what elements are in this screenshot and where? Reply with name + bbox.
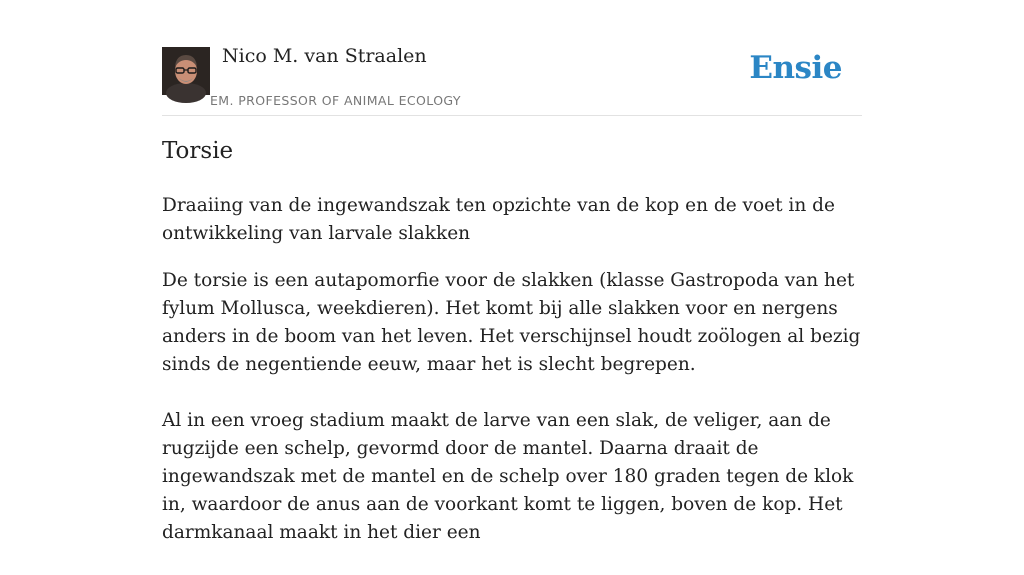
author-avatar[interactable] — [162, 47, 210, 95]
author-header — [162, 0, 862, 116]
ensie-logo[interactable]: Ensie — [749, 50, 842, 86]
author-name[interactable]: Nico M. van Straalen — [222, 45, 427, 67]
entry-definition: Draaiing van de ingewandszak ten opzichte van de kop en de voet in de ontwikkeling van larvale slakken — [162, 195, 835, 244]
entry-body — [162, 267, 862, 575]
avatar-portrait-icon — [162, 47, 210, 95]
body-paragraph: Al in een vroeg stadium maakt de larve van een slak, de veliger, aan de rugzijde een schelp, gevormd door de mantel. Daarna draait de ingewandszak met de mantel en de schelp over 180 graden tegen de klok in, waardoor de anus aan de voorkant komt te liggen, boven de kop. Het darmkanaal maakt in het dier een — [162, 410, 854, 543]
author-title: EM. PROFESSOR OF ANIMAL ECOLOGY — [210, 93, 461, 108]
entry-card — [162, 0, 862, 543]
entry-term: Torsie — [162, 138, 234, 164]
body-paragraph: De torsie is een autapomorfie voor de slakken (klasse Gastropoda van het fylum Mollusca, weekdieren). Het komt bij alle slakken voor en nergens anders in de boom van het leven. Het verschijnsel houdt zoölogen al bezig sinds de negentiende eeuw, maar het is slecht begrepen. — [162, 270, 861, 375]
